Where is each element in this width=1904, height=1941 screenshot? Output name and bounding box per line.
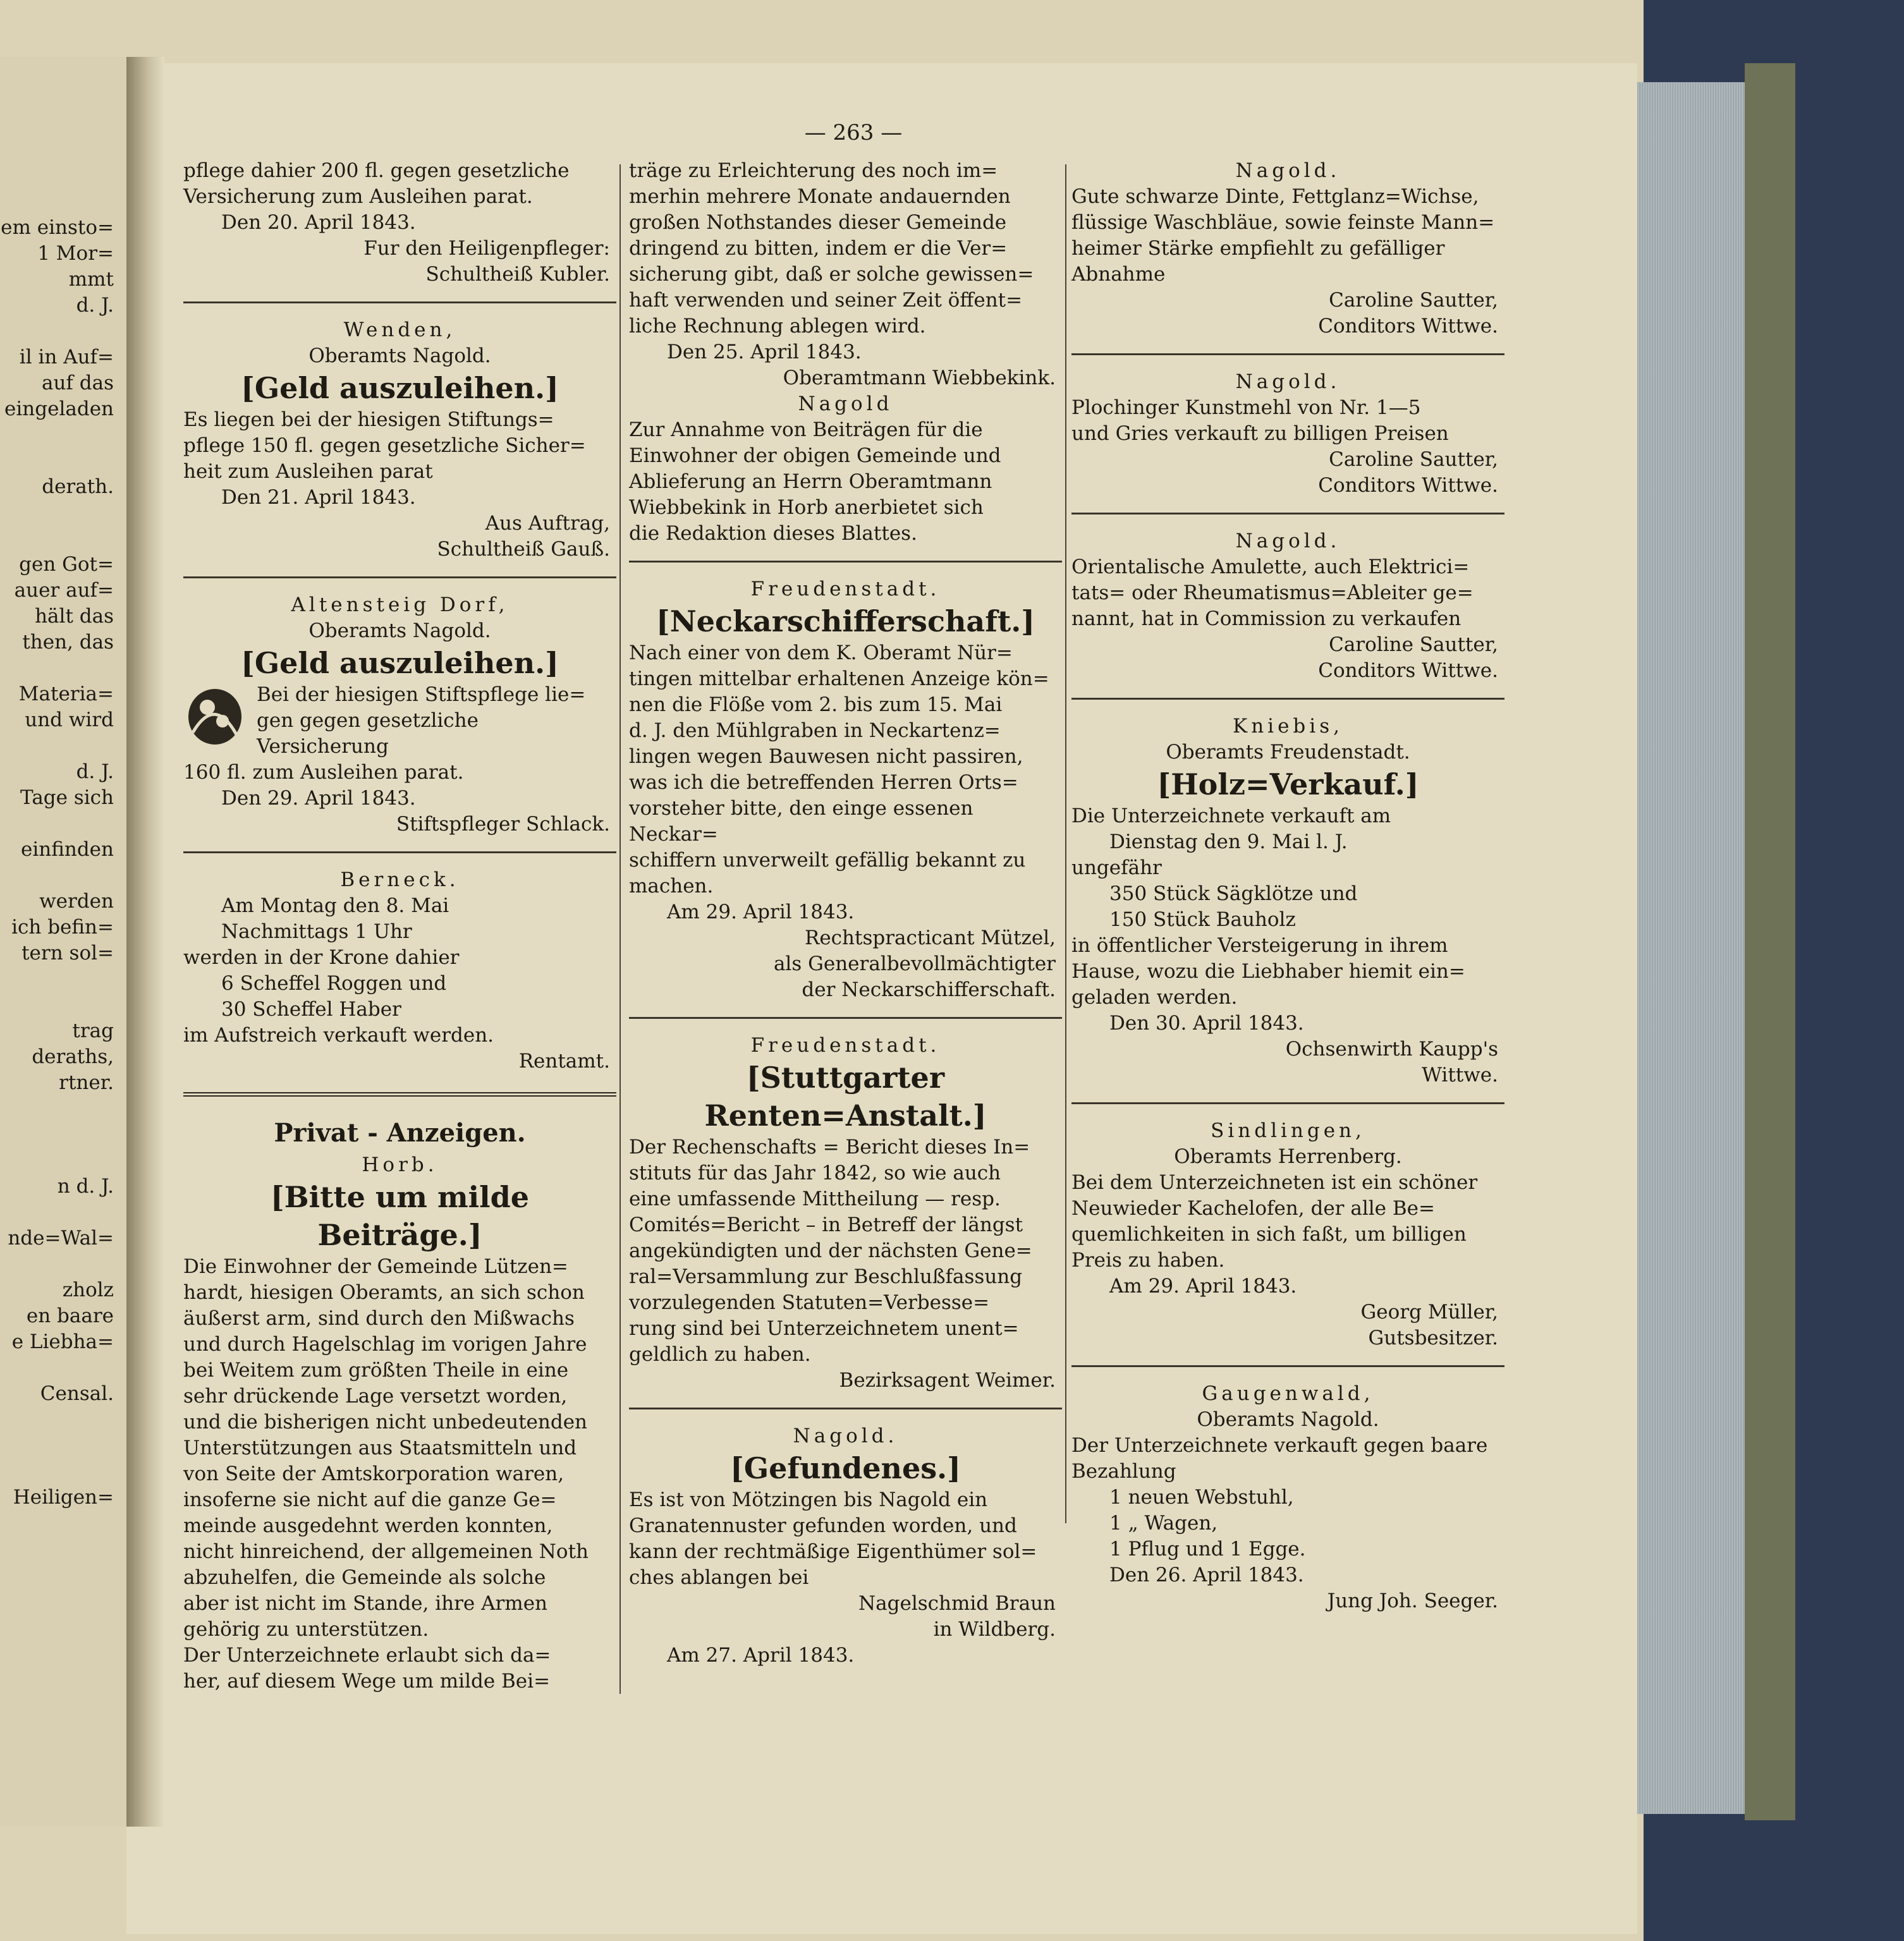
ad-subtitle: Oberamts Freudenstadt. [1166,741,1410,764]
left-page-fragment: Materia= [18,683,114,705]
left-page-fragment: auer auf= [14,579,114,602]
page-number: — 263 — [804,120,903,145]
left-page-fragment: tern sol= [21,942,114,964]
ad-body [629,158,1062,339]
left-page-fragment: d. J. [76,294,114,317]
text-line: flüssige Waschbläue, sowie feinste Mann= [1071,211,1495,234]
left-page [0,57,133,1827]
text-line: äußerst arm, sind durch den Mißwachs [183,1307,575,1330]
ad-sign: Wittwe. [1422,1064,1498,1086]
text-line: Der Rechenschafts = Bericht dieses In= [629,1136,1030,1159]
ad-body-line: Dienstag den 9. Mai l. J. [1109,831,1348,853]
ad-body [1071,184,1504,288]
text-line: die Redaktion dieses Blattes. [629,522,917,545]
left-page-fragment: und wird [25,709,114,731]
left-page-fragment [0,1407,114,1433]
text-line: bei Weitem zum größten Theile in eine [183,1359,569,1382]
ad-sign: als Generalbevollmächtigter [773,952,1056,975]
left-page-fragment: Tage sich [20,786,114,809]
ad-body-line: im Aufstreich verkauft werden. [183,1024,494,1047]
left-page-fragment [0,1148,114,1174]
section-rule [183,1092,616,1097]
text-line: vorsteher bitte, den einge essenen Neckar= [629,797,973,846]
text-line: Gute schwarze Dinte, Fettglanz=Wichse, [1071,185,1479,208]
text-line: merhin mehrere Monate andauernden [629,185,1011,208]
ad-body [629,1135,1062,1368]
ad-body [183,682,616,786]
left-page-fragment [0,1459,114,1485]
text-line: was ich die betreffenden Herren Orts= [629,771,1018,794]
ad-title: [Holz=Verkauf.] [1157,767,1419,801]
text-line: insoferne sie nicht auf die ganze Ge= [183,1488,557,1511]
ad-place: Nagold [798,392,893,415]
ad-date: Am 27. April 1843. [667,1644,855,1667]
left-page-fragment [0,319,114,344]
left-page-fragment: hält das [35,605,114,628]
text-line: kann der rechtmäßige Eigenthümer sol= [629,1540,1037,1563]
ad-date: Den 26. April 1843. [1109,1564,1304,1586]
rule [1071,698,1504,700]
ad-place: Gaugenwald, [1202,1382,1374,1405]
left-page-fragment: werden [39,890,114,913]
ad-body [1071,1170,1504,1274]
text-line: machen. [629,875,714,897]
text-line: liche Rechnung ablegen wird. [629,315,926,338]
text-line: ches ablangen bei [629,1566,809,1589]
text-line: Es ist von Mötzingen bis Nagold ein [629,1488,988,1511]
ad-place: Freudenstadt. [750,578,941,600]
ad-title: [Neckarschifferschaft.] [656,604,1035,638]
text-line: Preis zu haben. [1071,1249,1225,1272]
text-line: geldlich zu haben. [629,1343,811,1366]
text-line: Orientalische Amulette, auch Elektrici= [1071,556,1470,578]
text-line: d. J. den Mühlgraben in Neckartenz= [629,719,1001,742]
rule [1071,513,1504,514]
text-line: 160 fl. zum Ausleihen parat. [183,761,464,784]
ad-sign: Conditors Wittwe. [1318,659,1498,682]
text-line: Wiebbekink in Horb anerbietet sich [629,496,984,519]
left-page-fragment [0,1200,114,1226]
text-line: nicht hinreichend, der allgemeinen Noth [183,1540,589,1563]
left-page-fragment: en baare [26,1305,114,1327]
ad-place: Horb. [362,1153,438,1176]
ad-body-line: werden in der Krone dahier [183,946,460,969]
rule [1071,1365,1504,1367]
intro-body [183,158,616,210]
text-line: Neuwieder Kachelofen, der alle Be= [1071,1197,1435,1220]
page-edge [1637,82,1745,1814]
text-line: eine umfassende Mittheilung — resp. [629,1188,1001,1210]
ad-sign: Caroline Sautter, [1329,633,1498,656]
text-line: lingen wegen Bauwesen nicht passiren, [629,745,1023,768]
column-divider-1 [619,164,621,1694]
left-page-fragment: em einsto= [1,216,114,239]
text-line: aber ist nicht im Stande, ihre Armen [183,1592,548,1615]
text-line: großen Nothstandes dieser Gemeinde [629,211,1007,234]
ad-sign: in Wildberg. [933,1618,1056,1641]
ad-subtitle: Oberamts Nagold. [308,619,491,642]
ad-sign: Jung Joh. Seeger. [1327,1590,1498,1612]
left-page-fragment: derath. [42,475,114,498]
ad-subtitle: Oberamts Herrenberg. [1174,1145,1402,1168]
left-page-fragment: eingeladen [4,398,114,420]
ad-sign: Caroline Sautter, [1329,289,1498,312]
left-page-fragment [0,1251,114,1277]
text-line: Granatennuster gefunden worden, und [629,1514,1017,1537]
left-page-fragment: rtner. [59,1071,114,1094]
text-line: hardt, hiesigen Oberamts, an sich schon [183,1281,585,1304]
text-line: her, auf diesem Wege um milde Bei= [183,1670,551,1693]
ad-sign: Conditors Wittwe. [1318,315,1498,338]
ad-item: 1 Pflug und 1 Egge. [1109,1538,1306,1561]
ad-title: [Bitte um milde Beiträge.] [270,1180,530,1252]
ad-body-line: ungefähr [1071,856,1162,879]
left-page-fragment: il in Auf= [19,346,114,368]
ad-sign: Rentamt. [518,1050,610,1073]
ad-item: 1 neuen Webstuhl, [1109,1486,1294,1509]
ad-sign: Nagelschmid Braun [858,1592,1056,1615]
text-line: heimer Stärke empfiehlt zu gefälliger [1071,237,1445,260]
text-line: heit zum Ausleihen parat [183,460,433,483]
ad-body [183,1254,616,1695]
ad-body [1071,554,1504,632]
left-page-fragment [0,1122,114,1148]
ad-date: Den 21. April 1843. [221,486,416,509]
ad-title: [Stuttgarter Renten=Anstalt.] [704,1061,987,1133]
left-page-fragment [0,966,114,992]
ad-date: Am 29. April 1843. [1109,1275,1297,1298]
left-page-fragment: Censal. [40,1382,114,1405]
rule [1071,353,1504,355]
ad-place: Wenden, [343,319,456,341]
text-line: Bei dem Unterzeichneten ist ein schöner [1071,1171,1478,1194]
text-line: in öffentlicher Versteigerung in ihrem [1071,934,1448,957]
ad-body [629,1487,1062,1591]
text-line: Bezahlung [1071,1460,1176,1483]
text-line: Comités=Bericht – in Betreff der längst [629,1214,1023,1236]
text-line: Ablieferung an Herrn Oberamtmann [629,470,992,493]
rule [629,561,1062,563]
text-line: Es liegen bei der hiesigen Stiftungs= [183,408,554,431]
text-line: Die Einwohner der Gemeinde Lützen= [183,1255,568,1278]
ad-item: 6 Scheffel Roggen und [221,972,447,995]
column-1 [183,158,616,1695]
gutter [126,57,164,1827]
left-page-fragment [0,1355,114,1381]
ad-title: [Geld auszuleihen.] [241,646,559,680]
text-line: Einwohner der obigen Gemeinde und [629,444,1001,467]
text-line: geladen werden. [1071,986,1238,1009]
text-line: Der Unterzeichnete erlaubt sich da= [183,1644,551,1667]
ad-body [1071,1433,1504,1485]
rule [629,1017,1062,1019]
text-line: rung sind bei Unterzeichnetem unent= [629,1317,1019,1340]
ad-title: [Geld auszuleihen.] [241,371,559,405]
text-line: Plochinger Kunstmehl von Nr. 1—5 [1071,396,1421,419]
ad-date: Am 29. April 1843. [667,901,855,923]
left-page-fragment [0,526,114,552]
left-page-fragment [0,500,114,526]
text-line: Abnahme [1071,263,1166,286]
left-page-fragment: ich befin= [11,916,114,939]
ad-body [629,417,1062,547]
left-page-fragment [0,422,114,448]
rule [183,301,616,303]
text-line: und Gries verkauft zu billigen Preisen [1071,422,1449,445]
ad-sign: Bezirksagent Weimer. [839,1369,1056,1392]
ad-sign: Conditors Wittwe. [1318,474,1498,497]
left-page-fragment: Heiligen= [13,1486,114,1509]
rule [183,851,616,853]
rule [629,1408,1062,1409]
left-page-fragment [0,655,114,681]
ad-sign: Aus Auftrag, [485,512,610,535]
ad-body-line: Nachmittags 1 Uhr [221,920,412,943]
left-page-fragment: nde=Wal= [8,1227,114,1250]
left-page-fragment: einfinden [20,838,114,861]
text-line: pflege dahier 200 fl. gegen gesetzliche [183,159,570,182]
ad-item: 350 Stück Sägklötze und [1109,882,1358,905]
rule [183,576,616,578]
ad-sign: Gutsbesitzer. [1368,1327,1498,1349]
ad-place: Nagold. [1235,530,1341,552]
ad-place: Altensteig Dorf, [291,593,509,616]
text-line: meinde ausgedehnt werden konnten, [183,1514,553,1537]
left-page-fragment: 1 Mor= [37,242,114,265]
left-page-fragment: mmt [68,268,114,291]
intro-date: Den 20. April 1843. [221,211,416,234]
column-divider-2 [1065,164,1066,1523]
text-line: angekündigten und der nächsten Gene= [629,1239,1032,1262]
text-line: pflege 150 fl. gegen gesetzliche Sicher= [183,434,586,457]
book-cover [1745,63,1795,1820]
ad-item: 150 Stück Bauholz [1109,908,1296,931]
text-line: träge zu Erleichterung des noch im= [629,159,998,182]
text-line: ral=Versammlung zur Beschlußfassung [629,1265,1023,1288]
column-2 [629,158,1062,1669]
ad-place: Nagold. [793,1425,898,1447]
ad-place: Berneck. [340,868,460,891]
ad-sign: Schultheiß Gauß. [437,538,610,561]
left-page-fragment [0,448,114,474]
text-line: Versicherung zum Ausleihen parat. [183,185,533,208]
ad-body [629,640,1062,899]
ad-date: Den 30. April 1843. [1109,1012,1304,1035]
left-page-fragment [0,733,114,759]
text-line: gehörig zu unterstützen. [183,1618,429,1641]
ad-sign: der Neckarschifferschaft. [802,978,1056,1001]
ad-sign: Stiftspfleger Schlack. [396,813,610,836]
left-page-fragment: e Liebha= [11,1330,114,1353]
text-line: schiffern unverweilt gefällig bekannt zu [629,849,1026,872]
ad-body-line: Am Montag den 8. Mai [221,894,449,917]
text-line: von Seite der Amtskorporation waren, [183,1463,564,1485]
text-line: Der Unterzeichnete verkauft gegen baare [1071,1434,1488,1457]
left-page-fragment [0,811,114,837]
text-line: Unterstützungen aus Staatsmitteln und [183,1437,577,1459]
ad-subtitle: Oberamts Nagold. [1197,1408,1379,1431]
left-page-fragments [0,215,114,1511]
ad-body [1071,933,1504,1011]
left-page-fragment: auf das [41,372,114,394]
text-line: haft verwenden und seiner Zeit öffent= [629,289,1023,312]
left-page-fragment: then, das [22,631,114,654]
text-line: abzuhelfen, die Gemeinde als solche [183,1566,546,1589]
text-line: nen die Flöße vom 2. bis zum 15. Mai [629,693,1003,716]
column-3 [1071,158,1504,1614]
left-page-fragment: n d. J. [57,1175,114,1198]
ad-sign: Rechtspracticant Mützel, [805,927,1056,949]
left-page-fragment [0,1096,114,1122]
section-heading: Privat - Anzeigen. [274,1118,526,1148]
ad-place: Nagold. [1235,370,1341,393]
ad-title: [Gefundenes.] [730,1451,961,1485]
ad-item: 1 „ Wagen, [1109,1512,1218,1535]
ad-subtitle: Oberamts Nagold. [308,344,491,367]
text-line: quemlichkeiten in sich faßt, um billigen [1071,1223,1467,1246]
text-line: tingen mittelbar erhaltenen Anzeige kön= [629,667,1049,690]
text-line: nannt, hat in Commission zu verkaufen [1071,607,1462,630]
text-line: dringend zu bitten, indem er die Ver= [629,237,1008,260]
left-page-fragment [0,1433,114,1459]
text-line: Bei der hiesigen Stiftspflege lie= [257,683,586,706]
text-line: und die bisherigen nicht unbedeutenden [183,1411,588,1433]
text-line: Hause, wozu die Liebhaber hiemit ein= [1071,960,1465,983]
ad-body [183,407,616,485]
ad-place: Nagold. [1235,159,1341,182]
ad-sign: Caroline Sautter, [1329,448,1498,471]
left-page-fragment: d. J. [76,760,114,783]
left-page-fragment [0,863,114,889]
text-line: Zur Annahme von Beiträgen für die [629,418,983,441]
ad-sign: Oberamtmann Wiebbekink. [783,367,1056,389]
ad-sign: Ochsenwirth Kaupp's [1285,1038,1498,1061]
ad-place: Kniebis, [1233,715,1343,738]
text-line: vorzulegenden Statuten=Verbesse= [629,1291,990,1314]
left-page-fragment: gen Got= [19,553,114,576]
ad-place: Freudenstadt. [750,1034,941,1057]
text-line: Nach einer von dem K. Oberamt Nür= [629,642,1013,664]
text-line: stituts für das Jahr 1842, so wie auch [629,1162,1001,1184]
ad-date: Den 25. April 1843. [667,341,862,363]
left-page-fragment [0,992,114,1018]
ad-item: 30 Scheffel Haber [221,998,401,1021]
intro-sign-1: Fur den Heiligenpfleger: [363,237,610,260]
left-page-fragment: zholz [62,1279,114,1301]
ad-date: Den 29. April 1843. [221,787,416,810]
ad-body [1071,395,1504,447]
text-line: gen gegen gesetzliche Versicherung [257,709,479,758]
ad-place: Sindlingen, [1211,1119,1365,1142]
ad-body-line: Die Unterzeichnete verkauft am [1071,805,1391,827]
intro-sign-2: Schultheiß Kubler. [425,263,610,286]
text-line: sicherung gibt, daß er solche gewissen= [629,263,1034,286]
rule [1071,1102,1504,1104]
left-page-fragment: trag [72,1019,114,1042]
left-page-fragment: deraths, [32,1045,114,1068]
text-line: sehr drückende Lage versetzt worden, [183,1385,568,1408]
ad-sign: Georg Müller, [1360,1301,1498,1323]
text-line: und durch Hagelschlag im vorigen Jahre [183,1333,587,1356]
text-line: tats= oder Rheumatismus=Ableiter ge= [1071,581,1474,604]
woodcut-ornament-icon [183,682,247,751]
